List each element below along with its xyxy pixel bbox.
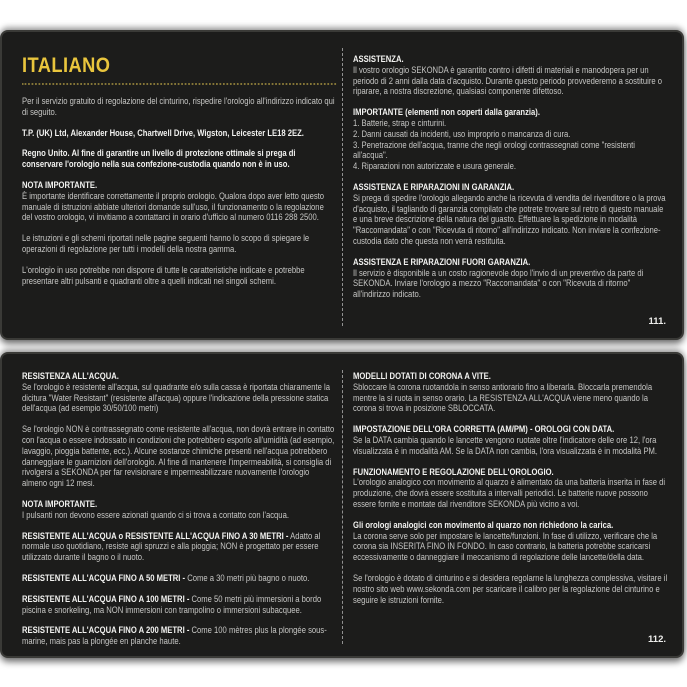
- paragraph: ASSISTENZA E RIPARAZIONI IN GARANZIA. Si prega di spedire l'orologio allegando anche la ricevuta di vendita del rivenditore o la prova d'acquisto, il tagliando di garanzia compilato che potrete trovare sul retro di questo manuale e una breve descrizione della natura del guasto. Effettuare la spedizione in modalità "Raccomandata" o con "Ricevuta di ritorno" all'indirizzo indicato. Non inviare la confezione-custodia dato che questa non verrà restituita.: [353, 181, 666, 246]
- paragraph: IMPORTANTE (elementi non coperti dalla garanzia). 1. Batterie, strap e cinturini. 2. Danni causati da incidenti, uso improprio o mancanza di cura. 3. Penetrazione dell'acqua, tranne che negli orologi contrassegnati come "resistenti all'acqua". 4. Riparazioni non autorizzate e usura generale.: [353, 107, 636, 172]
- page-111-right-column: [343, 32, 682, 338]
- paragraph: FUNZIONAMENTO E REGOLAZIONE DELL'OROLOGIO. L'orologio analogico con movimento al quarzo è alimentato da una batteria inserita in fase di produzione, che dovrà essere sostituita a intervalli periodici. Le batterie nuove possono essere fornite e montate dal rivenditore SEKONDA più vicino a voi.: [353, 466, 666, 509]
- paragraph-heading: RESISTENTE ALL'ACQUA FINO A 50 METRI -: [22, 572, 186, 583]
- manual-page-112: [0, 352, 684, 658]
- paragraph: RESISTENTE ALL'ACQUA o RESISTENTE ALL'ACQUA FINO A 30 METRI - Adatto al normale uso quotidiano, resiste agli spruzzi e alla pioggia; NON è progettato per essere utilizzato durante il bagno o il nuoto.: [22, 530, 321, 563]
- paragraph: RESISTENTE ALL'ACQUA FINO A 50 METRI - Come a 30 metri più bagno o nuoto.: [22, 572, 310, 583]
- paragraph-heading: RESISTENTE ALL'ACQUA FINO A 100 METRI -: [22, 593, 190, 604]
- paragraph-heading: ASSISTENZA E RIPARAZIONI FUORI GARANZIA.: [353, 256, 531, 267]
- manual-page-111: [0, 30, 684, 340]
- paragraph: RESISTENTE ALL'ACQUA FINO A 200 METRI - Come 100 mètres plus la plongée sous-marine, mais pas la plongée en planche haute.: [22, 625, 327, 647]
- text-blocks: [353, 371, 668, 605]
- paragraph: ASSISTENZA E RIPARAZIONI FUORI GARANZIA. Il servizio è disponibile a un costo ragionevole dopo l'invio di un preventivo da parte di SEKONDA. Inviare l'orologio a mezzo "Raccomandata" o con "Ricevuta di ritorno" all'indirizzo indicato.: [353, 256, 644, 300]
- paragraph: NOTA IMPORTANTE. I pulsanti non devono essere azionati quando ci si trova a contatto con l'acqua.: [22, 498, 289, 520]
- paragraph-heading: MODELLI DOTATI DI CORONA A VITE.: [353, 371, 491, 381]
- paragraph-heading: FUNZIONAMENTO E REGOLAZIONE DELL'OROLOGIO.: [353, 466, 554, 477]
- text-blocks: [22, 371, 336, 647]
- text-blocks: [22, 96, 336, 286]
- page-111-right-content: [353, 54, 668, 300]
- paragraph-heading: IMPORTANTE (elementi non coperti dalla garanzia).: [353, 107, 540, 118]
- paragraph: Regno Unito. Al fine di garantire un livello di protezione ottimale si prega di conservare l'orologio nella sua confezione-custodia quando non è in uso.: [22, 148, 296, 170]
- paragraph: RESISTENTE ALL'ACQUA FINO A 100 METRI - Come 50 metri più immersioni a bordo piscina e snorkeling, ma NON immersioni con trampolino o immersioni subacquee.: [22, 593, 322, 615]
- page-112-left-content: [22, 371, 336, 647]
- page-number: 112.: [648, 634, 666, 645]
- paragraph: L'orologio in uso potrebbe non disporre di tutte le caratteristiche indicate e potrebbe presentare altri pulsanti e quadranti oltre a quelli indicati nei singoli schemi.: [22, 264, 305, 286]
- paragraph: Per il servizio gratuito di regolazione del cinturino, rispedire l'orologio all'indirizzo indicato qui di seguito.: [22, 96, 335, 117]
- page-number: 111.: [648, 316, 666, 327]
- paragraph: ASSISTENZA. Il vostro orologio SEKONDA è garantito contro i difetti di materiali e manodopera per un periodo di 2 anni dalla data d'acquisto. Durante questo periodo provvederemo a sostituire o riparare, a nostra discrezione, qualsiasi componente difettoso.: [353, 54, 663, 97]
- paragraph: Se l'orologio è dotato di cinturino e si desidera regolarne la lunghezza complessiva, visitare il nostro sito web www.sekonda.com per scaricare il calibro per la regolazione del cinturino e seguire le istruzioni fornite.: [353, 572, 668, 605]
- paragraph: Se l'orologio NON è contrassegnato come resistente all'acqua, non dovrà entrare in contatto con l'acqua o essere indossato in condizioni che potrebbero esporlo all'umidità (ad esempio, lavaggio, pioggia battente, ecc.). Alcune sostanze chimiche presenti nell'acqua potrebbero danneggiare le guarnizioni dell'orologio. Al fine di mantenere l'impermeabilità, si consiglia di rivolgersi a SEKONDA per far revisionare e impermeabilizzare nuovamente l'orologio almeno ogni 12 mesi.: [22, 424, 335, 489]
- page-title: ITALIANO: [22, 54, 111, 77]
- paragraph-heading: RESISTENTE ALL'ACQUA o RESISTENTE ALL'ACQUA FINO A 30 METRI -: [22, 530, 289, 541]
- paragraph: NOTA IMPORTANTE. È importante identificare correttamente il proprio orologio. Qualora dopo aver letto questo manuale di istruzioni abbiate ulteriori domande sull'uso, il funzionamento o la regolazione del vostro orologio, vi invitiamo a contattarci in orario d'ufficio al numero 0116 288 2500.: [22, 179, 325, 223]
- paragraph: IMPOSTAZIONE DELL'ORA CORRETTA (AM/PM) - OROLOGI CON DATA. Se la DATA cambia quando le lancette vengono ruotate oltre l'indicatore delle ore 12, l'ora visualizzata è in modalità AM. Se la DATA non cambia, l'ora visualizzata è in modalità PM.: [353, 424, 658, 456]
- paragraph: MODELLI DOTATI DI CORONA A VITE. Sbloccare la corona ruotandola in senso antiorario fino a liberarla. Bloccarla premendola mentre la si ruota in senso orario. La RESISTENZA ALL'ACQUA viene meno quando la corona si trova in posizione SBLOCCATA.: [353, 371, 653, 414]
- paragraph: T.P. (UK) Ltd, Alexander House, Chartwell Drive, Wigston, Leicester LE18 2EZ.: [22, 127, 304, 138]
- text-blocks: [353, 54, 668, 300]
- paragraph: RESISTENZA ALL'ACQUA. Se l'orologio è resistente all'acqua, sul quadrante e/o sulla cassa è riportata chiaramente la dicitura "Water Resistant" (resistente all'acqua) oppure l'indicazione della pressione statica dell'acqua (ad esempio 30/50/100 metri): [22, 371, 330, 414]
- paragraph-heading: IMPOSTAZIONE DELL'ORA CORRETTA (AM/PM) - OROLOGI CON DATA.: [353, 424, 615, 435]
- paragraph-heading: ASSISTENZA.: [353, 54, 404, 64]
- paragraph-heading: NOTA IMPORTANTE.: [22, 179, 98, 190]
- page-111-left-column: [2, 32, 342, 338]
- page-112-right-column: [343, 354, 682, 656]
- paragraph: Le istruzioni e gli schemi riportati nelle pagine seguenti hanno lo scopo di spiegare le operazioni di regolazione per tutti i modelli della nostra gamma.: [22, 233, 310, 254]
- paragraph: Gli orologi analogici con movimento al quarzo non richiedono la carica. La corona serve solo per impostare le lancette/funzioni. In fase di utilizzo, verificare che la corona sia INSERITA FINO IN FONDO. In caso contrario, la batteria potrebbe scaricarsi eccessivamente o danneggiare il meccanismo di regolazione delle lancette/della data.: [353, 519, 658, 563]
- page-112-right-content: [353, 371, 668, 605]
- paragraph-heading: ASSISTENZA E RIPARAZIONI IN GARANZIA.: [353, 181, 515, 192]
- paragraph-heading: Gli orologi analogici con movimento al quarzo non richiedono la carica.: [353, 519, 614, 530]
- page-111-left-content: [22, 54, 336, 286]
- dotted-rule: [22, 83, 336, 85]
- paragraph-heading: RESISTENZA ALL'ACQUA.: [22, 371, 119, 381]
- paragraph-heading: RESISTENTE ALL'ACQUA FINO A 200 METRI -: [22, 625, 190, 636]
- paragraph-heading: NOTA IMPORTANTE.: [22, 498, 98, 509]
- page-112-left-column: [2, 354, 342, 656]
